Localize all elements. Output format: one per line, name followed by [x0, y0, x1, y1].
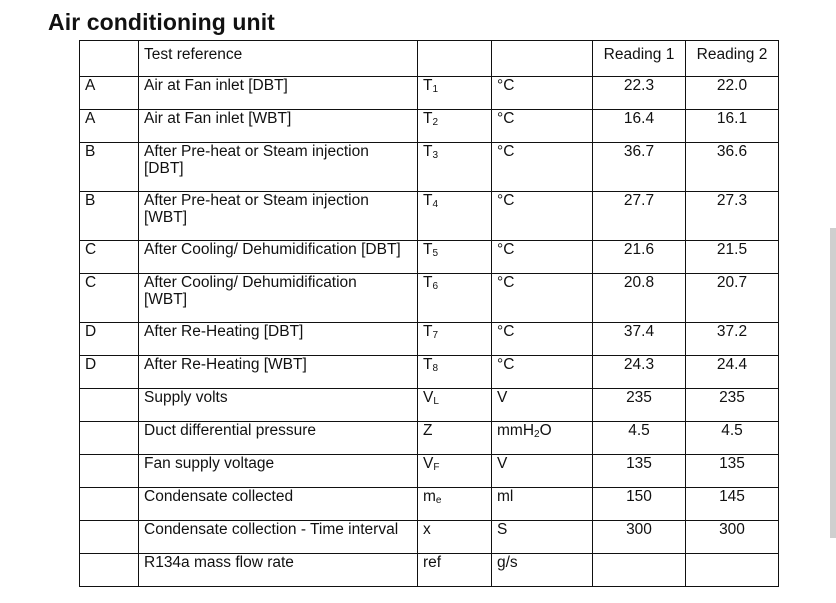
reading-1-cell: 235	[593, 389, 686, 422]
table-row	[80, 422, 779, 455]
page-title: Air conditioning unit	[48, 9, 275, 35]
symbol-cell: T4	[418, 192, 492, 241]
parameter-cell: After Re-Heating [DBT]	[139, 323, 418, 356]
header-reading-1: Reading 1	[593, 41, 686, 77]
symbol-cell: ref	[418, 554, 492, 587]
unit-cell: °C	[492, 192, 593, 241]
group-cell: D	[80, 323, 139, 356]
parameter-cell: After Pre-heat or Steam injection [WBT]	[139, 192, 418, 241]
table-row	[80, 274, 779, 323]
reading-1-cell: 300	[593, 521, 686, 554]
parameter-cell: R134a mass flow rate	[139, 554, 418, 587]
unit-cell: °C	[492, 356, 593, 389]
reading-2-cell: 235	[686, 389, 779, 422]
parameter-cell: Air at Fan inlet [DBT]	[139, 77, 418, 110]
unit-cell: S	[492, 521, 593, 554]
parameter-cell: After Cooling/ Dehumidification [DBT]	[139, 241, 418, 274]
header-test-reference: Test reference	[139, 41, 418, 77]
parameter-cell: Condensate collected	[139, 488, 418, 521]
group-cell	[80, 422, 139, 455]
table-row	[80, 110, 779, 143]
symbol-cell: x	[418, 521, 492, 554]
reading-2-cell: 300	[686, 521, 779, 554]
unit-cell: g/s	[492, 554, 593, 587]
table-row	[80, 554, 779, 587]
reading-2-cell: 145	[686, 488, 779, 521]
reading-1-cell: 24.3	[593, 356, 686, 389]
header-symbol-cell	[418, 41, 492, 77]
symbol-cell: T3	[418, 143, 492, 192]
parameter-cell: After Re-Heating [WBT]	[139, 356, 418, 389]
symbol-cell: VL	[418, 389, 492, 422]
table-row	[80, 488, 779, 521]
reading-1-cell: 16.4	[593, 110, 686, 143]
symbol-cell: T8	[418, 356, 492, 389]
parameter-cell: Air at Fan inlet [WBT]	[139, 110, 418, 143]
table-row	[80, 521, 779, 554]
table-row	[80, 192, 779, 241]
unit-cell: V	[492, 455, 593, 488]
group-cell: B	[80, 143, 139, 192]
reading-2-cell: 135	[686, 455, 779, 488]
unit-cell: °C	[492, 241, 593, 274]
group-cell	[80, 521, 139, 554]
reading-2-cell: 36.6	[686, 143, 779, 192]
parameter-cell: Duct differential pressure	[139, 422, 418, 455]
unit-cell: mmH2O	[492, 422, 593, 455]
symbol-cell: T1	[418, 77, 492, 110]
group-cell: A	[80, 77, 139, 110]
group-cell: C	[80, 241, 139, 274]
parameter-cell: Fan supply voltage	[139, 455, 418, 488]
air-conditioning-table	[79, 40, 779, 587]
reading-2-cell	[686, 554, 779, 587]
reading-2-cell: 21.5	[686, 241, 779, 274]
symbol-cell: T6	[418, 274, 492, 323]
group-cell	[80, 389, 139, 422]
group-cell: D	[80, 356, 139, 389]
symbol-cell: me	[418, 488, 492, 521]
unit-cell: ml	[492, 488, 593, 521]
table-row	[80, 143, 779, 192]
table-row	[80, 77, 779, 110]
reading-2-cell: 20.7	[686, 274, 779, 323]
table-row	[80, 455, 779, 488]
unit-cell: °C	[492, 110, 593, 143]
symbol-cell: VF	[418, 455, 492, 488]
reading-2-cell: 4.5	[686, 422, 779, 455]
edge-scroll-strip	[830, 228, 836, 538]
reading-1-cell: 22.3	[593, 77, 686, 110]
reading-1-cell: 27.7	[593, 192, 686, 241]
reading-1-cell: 150	[593, 488, 686, 521]
unit-cell: °C	[492, 323, 593, 356]
table-header-row	[80, 41, 779, 77]
group-cell	[80, 488, 139, 521]
reading-1-cell: 20.8	[593, 274, 686, 323]
symbol-cell: T7	[418, 323, 492, 356]
symbol-cell: T2	[418, 110, 492, 143]
table-row	[80, 356, 779, 389]
symbol-cell: T5	[418, 241, 492, 274]
unit-cell: °C	[492, 274, 593, 323]
reading-1-cell: 36.7	[593, 143, 686, 192]
unit-cell: °C	[492, 143, 593, 192]
group-cell: C	[80, 274, 139, 323]
parameter-cell: Condensate collection - Time interval	[139, 521, 418, 554]
reading-2-cell: 24.4	[686, 356, 779, 389]
header-group-cell	[80, 41, 139, 77]
unit-cell: V	[492, 389, 593, 422]
header-reading-2: Reading 2	[686, 41, 779, 77]
parameter-cell: After Cooling/ Dehumidification [WBT]	[139, 274, 418, 323]
reading-1-cell: 135	[593, 455, 686, 488]
reading-2-cell: 37.2	[686, 323, 779, 356]
reading-2-cell: 27.3	[686, 192, 779, 241]
reading-1-cell: 21.6	[593, 241, 686, 274]
reading-1-cell: 4.5	[593, 422, 686, 455]
table-row	[80, 241, 779, 274]
group-cell: B	[80, 192, 139, 241]
table-row	[80, 389, 779, 422]
reading-2-cell: 16.1	[686, 110, 779, 143]
reading-2-cell: 22.0	[686, 77, 779, 110]
symbol-cell: Z	[418, 422, 492, 455]
parameter-cell: After Pre-heat or Steam injection [DBT]	[139, 143, 418, 192]
reading-1-cell: 37.4	[593, 323, 686, 356]
group-cell	[80, 554, 139, 587]
table-row	[80, 323, 779, 356]
header-unit-cell	[492, 41, 593, 77]
group-cell: A	[80, 110, 139, 143]
parameter-cell: Supply volts	[139, 389, 418, 422]
unit-cell: °C	[492, 77, 593, 110]
group-cell	[80, 455, 139, 488]
reading-1-cell	[593, 554, 686, 587]
